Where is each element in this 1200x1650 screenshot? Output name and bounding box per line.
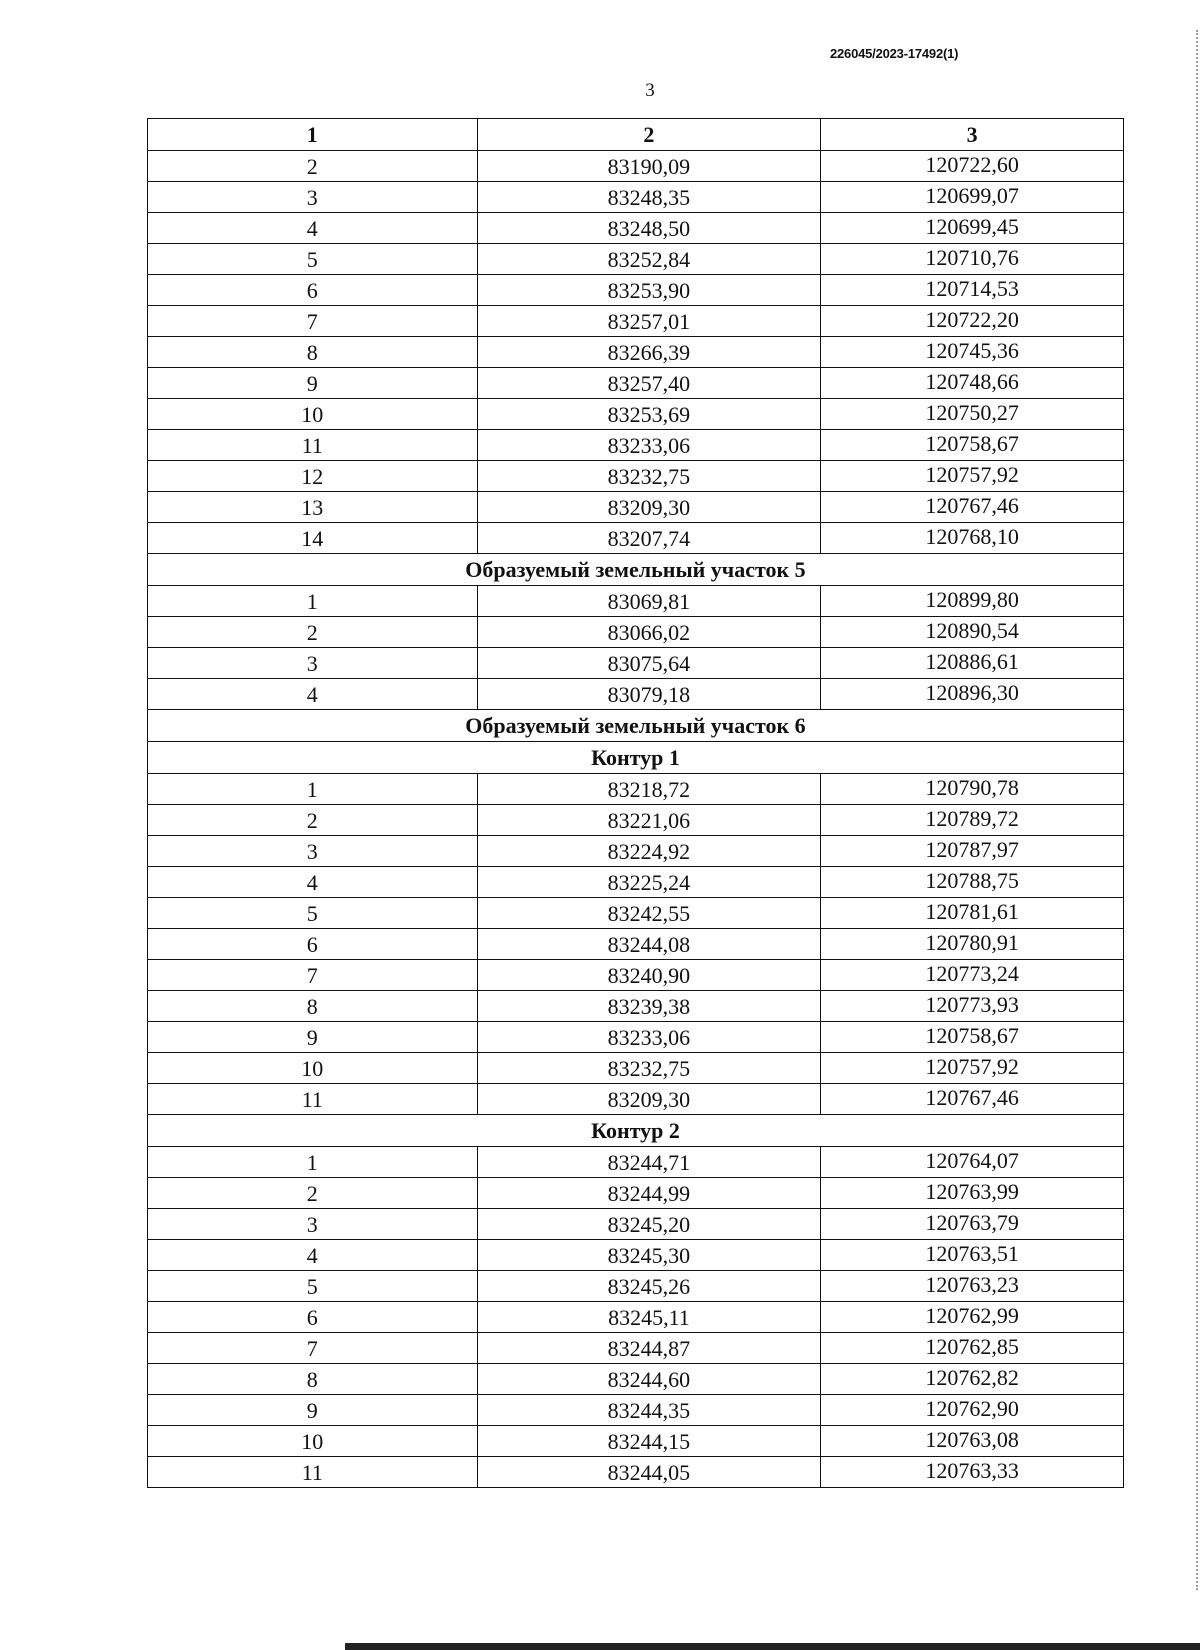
table-row [148, 1395, 1124, 1426]
x-coordinate-cell: 83069,81 [477, 586, 821, 617]
table-row [148, 960, 1124, 991]
point-number-cell: 6 [148, 275, 478, 306]
table-row [148, 244, 1124, 275]
point-number-cell: 3 [148, 1209, 478, 1240]
x-coordinate-cell: 83244,87 [477, 1333, 821, 1364]
y-coordinate-cell: 120710,76 [821, 244, 1124, 275]
x-coordinate-cell: 83244,08 [477, 929, 821, 960]
x-coordinate-cell: 83218,72 [477, 774, 821, 805]
y-coordinate-cell: 120762,82 [821, 1364, 1124, 1395]
y-coordinate-cell: 120763,51 [821, 1240, 1124, 1271]
y-coordinate-cell: 120699,45 [821, 213, 1124, 244]
x-coordinate-cell: 83253,69 [477, 399, 821, 430]
point-number-cell: 1 [148, 1147, 478, 1178]
x-coordinate-cell: 83232,75 [477, 461, 821, 492]
y-coordinate-cell: 120763,23 [821, 1271, 1124, 1302]
point-number-cell: 1 [148, 586, 478, 617]
table-header-row [148, 119, 1124, 151]
table-row [148, 461, 1124, 492]
point-number-cell: 5 [148, 244, 478, 275]
point-number-cell: 11 [148, 1084, 478, 1115]
point-number-cell: 4 [148, 679, 478, 710]
x-coordinate-cell: 83190,09 [477, 151, 821, 182]
x-coordinate-cell: 83245,26 [477, 1271, 821, 1302]
y-coordinate-cell: 120758,67 [821, 1022, 1124, 1053]
y-coordinate-cell: 120714,53 [821, 275, 1124, 306]
x-coordinate-cell: 83232,75 [477, 1053, 821, 1084]
table-row [148, 275, 1124, 306]
table-row [148, 523, 1124, 554]
table-row [148, 1426, 1124, 1457]
table-row [148, 306, 1124, 337]
point-number-cell: 4 [148, 1240, 478, 1271]
table-row [148, 492, 1124, 523]
point-number-cell: 9 [148, 1395, 478, 1426]
y-coordinate-cell: 120758,67 [821, 430, 1124, 461]
table-row [148, 337, 1124, 368]
point-number-cell: 7 [148, 306, 478, 337]
table-row [148, 586, 1124, 617]
y-coordinate-cell: 120763,99 [821, 1178, 1124, 1209]
section-title-row [148, 710, 1124, 742]
point-number-cell: 6 [148, 929, 478, 960]
table-row [148, 1053, 1124, 1084]
point-number-cell: 8 [148, 337, 478, 368]
y-coordinate-cell: 120767,46 [821, 492, 1124, 523]
x-coordinate-cell: 83242,55 [477, 898, 821, 929]
table-row [148, 991, 1124, 1022]
point-number-cell: 11 [148, 1457, 478, 1488]
x-coordinate-cell: 83252,84 [477, 244, 821, 275]
x-coordinate-cell: 83075,64 [477, 648, 821, 679]
x-coordinate-cell: 83253,90 [477, 275, 821, 306]
section-title: Образуемый земельный участок 5 [148, 554, 1124, 586]
table-row [148, 898, 1124, 929]
table-row [148, 774, 1124, 805]
x-coordinate-cell: 83239,38 [477, 991, 821, 1022]
table-row [148, 1022, 1124, 1053]
point-number-cell: 4 [148, 213, 478, 244]
y-coordinate-cell: 120722,20 [821, 306, 1124, 337]
y-coordinate-cell: 120762,90 [821, 1395, 1124, 1426]
y-coordinate-cell: 120762,99 [821, 1302, 1124, 1333]
section-title: Контур 1 [148, 742, 1124, 774]
y-coordinate-cell: 120886,61 [821, 648, 1124, 679]
section-title-row [148, 1115, 1124, 1147]
y-coordinate-cell: 120790,78 [821, 774, 1124, 805]
point-number-cell: 3 [148, 182, 478, 213]
y-coordinate-cell: 120745,36 [821, 337, 1124, 368]
point-number-cell: 2 [148, 805, 478, 836]
x-coordinate-cell: 83224,92 [477, 836, 821, 867]
table-row [148, 617, 1124, 648]
section-title: Контур 2 [148, 1115, 1124, 1147]
y-coordinate-cell: 120750,27 [821, 399, 1124, 430]
point-number-cell: 3 [148, 648, 478, 679]
point-number-cell: 7 [148, 1333, 478, 1364]
section-title-row [148, 554, 1124, 586]
table-body [148, 151, 1124, 1488]
x-coordinate-cell: 83245,11 [477, 1302, 821, 1333]
y-coordinate-cell: 120789,72 [821, 805, 1124, 836]
x-coordinate-cell: 83266,39 [477, 337, 821, 368]
table-row [148, 1178, 1124, 1209]
point-number-cell: 5 [148, 898, 478, 929]
x-coordinate-cell: 83257,40 [477, 368, 821, 399]
table-row [148, 430, 1124, 461]
table-row [148, 399, 1124, 430]
y-coordinate-cell: 120748,66 [821, 368, 1124, 399]
y-coordinate-cell: 120896,30 [821, 679, 1124, 710]
y-coordinate-cell: 120768,10 [821, 523, 1124, 554]
column-header-x: 2 [477, 119, 821, 151]
section-title-row [148, 742, 1124, 774]
point-number-cell: 2 [148, 617, 478, 648]
y-coordinate-cell: 120763,79 [821, 1209, 1124, 1240]
table-row [148, 1302, 1124, 1333]
x-coordinate-cell: 83233,06 [477, 1022, 821, 1053]
table-row [148, 1271, 1124, 1302]
table-row [148, 1457, 1124, 1488]
table-row [148, 368, 1124, 399]
point-number-cell: 6 [148, 1302, 478, 1333]
page-number: 3 [645, 80, 655, 101]
scan-bottom-edge [345, 1643, 1200, 1650]
table-row [148, 182, 1124, 213]
y-coordinate-cell: 120763,08 [821, 1426, 1124, 1457]
x-coordinate-cell: 83244,15 [477, 1426, 821, 1457]
point-number-cell: 8 [148, 1364, 478, 1395]
x-coordinate-cell: 83244,71 [477, 1147, 821, 1178]
point-number-cell: 10 [148, 1053, 478, 1084]
point-number-cell: 14 [148, 523, 478, 554]
x-coordinate-cell: 83225,24 [477, 867, 821, 898]
point-number-cell: 3 [148, 836, 478, 867]
x-coordinate-cell: 83233,06 [477, 430, 821, 461]
y-coordinate-cell: 120763,33 [821, 1457, 1124, 1488]
point-number-cell: 7 [148, 960, 478, 991]
point-number-cell: 2 [148, 1178, 478, 1209]
x-coordinate-cell: 83245,20 [477, 1209, 821, 1240]
x-coordinate-cell: 83240,90 [477, 960, 821, 991]
point-number-cell: 13 [148, 492, 478, 523]
document-registration-number: 226045/2023-17492(1) [830, 46, 959, 61]
table-row [148, 805, 1124, 836]
table-header [148, 119, 1124, 151]
point-number-cell: 9 [148, 368, 478, 399]
y-coordinate-cell: 120781,61 [821, 898, 1124, 929]
point-number-cell: 9 [148, 1022, 478, 1053]
point-number-cell: 1 [148, 774, 478, 805]
y-coordinate-cell: 120899,80 [821, 586, 1124, 617]
point-number-cell: 8 [148, 991, 478, 1022]
point-number-cell: 11 [148, 430, 478, 461]
table-row [148, 679, 1124, 710]
x-coordinate-cell: 83244,05 [477, 1457, 821, 1488]
x-coordinate-cell: 83248,50 [477, 213, 821, 244]
point-number-cell: 10 [148, 1426, 478, 1457]
column-header-y: 3 [821, 119, 1124, 151]
y-coordinate-cell: 120699,07 [821, 182, 1124, 213]
x-coordinate-cell: 83209,30 [477, 492, 821, 523]
table-row [148, 1364, 1124, 1395]
table-row [148, 1240, 1124, 1271]
table-row [148, 836, 1124, 867]
table-row [148, 151, 1124, 182]
y-coordinate-cell: 120762,85 [821, 1333, 1124, 1364]
coordinates-table [147, 118, 1124, 1488]
y-coordinate-cell: 120773,93 [821, 991, 1124, 1022]
x-coordinate-cell: 83209,30 [477, 1084, 821, 1115]
section-title: Образуемый земельный участок 6 [148, 710, 1124, 742]
point-number-cell: 5 [148, 1271, 478, 1302]
table-row [148, 648, 1124, 679]
x-coordinate-cell: 83245,30 [477, 1240, 821, 1271]
y-coordinate-cell: 120764,07 [821, 1147, 1124, 1178]
y-coordinate-cell: 120767,46 [821, 1084, 1124, 1115]
table-row [148, 867, 1124, 898]
table-row [148, 213, 1124, 244]
y-coordinate-cell: 120722,60 [821, 151, 1124, 182]
table-row [148, 1084, 1124, 1115]
column-header-point: 1 [148, 119, 478, 151]
y-coordinate-cell: 120780,91 [821, 929, 1124, 960]
y-coordinate-cell: 120773,24 [821, 960, 1124, 991]
x-coordinate-cell: 83066,02 [477, 617, 821, 648]
point-number-cell: 4 [148, 867, 478, 898]
y-coordinate-cell: 120788,75 [821, 867, 1124, 898]
table-row [148, 1333, 1124, 1364]
point-number-cell: 10 [148, 399, 478, 430]
x-coordinate-cell: 83244,99 [477, 1178, 821, 1209]
x-coordinate-cell: 83207,74 [477, 523, 821, 554]
x-coordinate-cell: 83244,35 [477, 1395, 821, 1426]
x-coordinate-cell: 83257,01 [477, 306, 821, 337]
x-coordinate-cell: 83248,35 [477, 182, 821, 213]
table-row [148, 1147, 1124, 1178]
y-coordinate-cell: 120757,92 [821, 1053, 1124, 1084]
x-coordinate-cell: 83079,18 [477, 679, 821, 710]
y-coordinate-cell: 120757,92 [821, 461, 1124, 492]
table-row [148, 929, 1124, 960]
point-number-cell: 12 [148, 461, 478, 492]
scan-margin-edge [1196, 30, 1200, 1590]
point-number-cell: 2 [148, 151, 478, 182]
x-coordinate-cell: 83221,06 [477, 805, 821, 836]
y-coordinate-cell: 120890,54 [821, 617, 1124, 648]
table-row [148, 1209, 1124, 1240]
y-coordinate-cell: 120787,97 [821, 836, 1124, 867]
x-coordinate-cell: 83244,60 [477, 1364, 821, 1395]
